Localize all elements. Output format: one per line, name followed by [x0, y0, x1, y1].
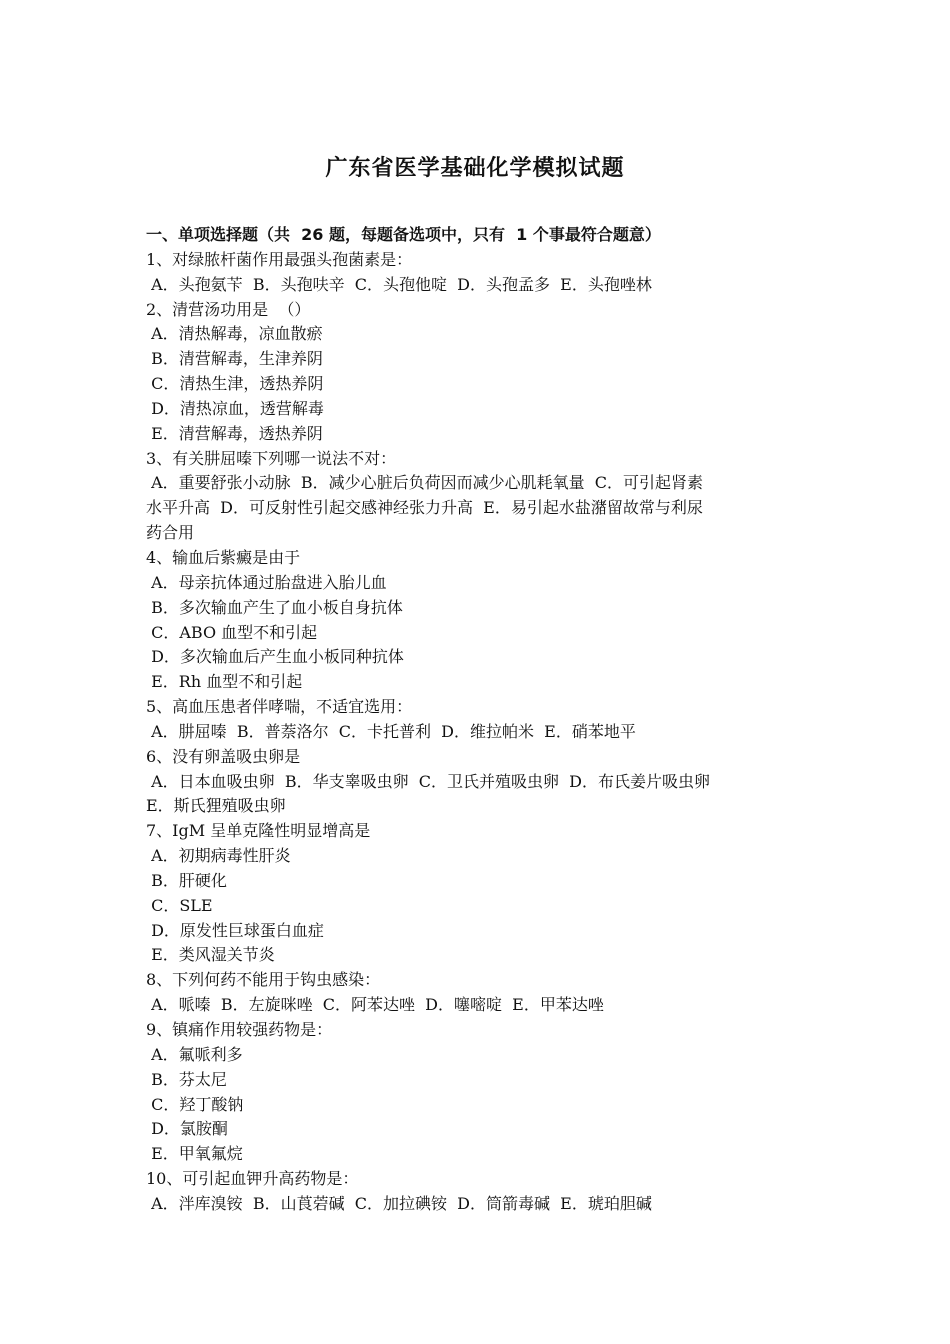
question-9-option-b: B．芬太尼	[146, 1069, 227, 1089]
question-6-options-line-2: E．斯氏狸殖吸虫卵	[146, 796, 286, 816]
question-6-options-line-1: A．日本血吸虫卵 B．华支睾吸虫卵 C．卫氏并殖吸虫卵 D．布氏姜片吸虫卵	[146, 771, 710, 791]
question-2: 2、清营汤功用是 （）	[146, 299, 311, 319]
question-3-options-line-1: A．重要舒张小动脉 B．减少心脏后负荷因而减少心肌耗氧量 C．可引起肾素	[146, 473, 703, 493]
question-7-option-b: B．肝硬化	[146, 870, 227, 890]
question-6: 6、没有卵盖吸虫卵是	[146, 746, 301, 766]
question-1: 1、对绿脓杆菌作用最强头孢菌素是：	[146, 249, 413, 269]
question-1-options: A．头孢氨苄 B．头孢呋辛 C．头孢他啶 D．头孢孟多 E．头孢唑林	[146, 274, 652, 294]
question-4-option-c: C．ABO 血型不和引起	[146, 622, 318, 642]
question-7-option-d: D．原发性巨球蛋白血症	[146, 920, 324, 940]
question-9-option-c: C．羟丁酸钠	[146, 1094, 244, 1114]
question-10: 10、可引起血钾升高药物是：	[146, 1169, 359, 1189]
question-4-option-b: B．多次输血产生了血小板自身抗体	[146, 597, 403, 617]
question-9: 9、镇痛作用较强药物是：	[146, 1020, 333, 1039]
question-3-options-line-3: 药合用	[146, 523, 195, 543]
question-7-option-c: C．SLE	[146, 895, 213, 915]
question-10-options: A．泮库溴铵 B．山莨菪碱 C．加拉碘铵 D．筒箭毒碱 E．琥珀胆碱	[146, 1193, 652, 1213]
question-2-option-e: E．清营解毒，透热养阴	[146, 423, 323, 443]
question-2-option-c: C．清热生津，透热养阴	[146, 374, 324, 394]
question-7-option-e: E．类风湿关节炎	[146, 945, 275, 965]
question-2-option-d: D．清热凉血，透营解毒	[146, 398, 324, 418]
question-9-option-e: E．甲氧氟烷	[146, 1144, 243, 1164]
question-3-options-line-2: 水平升高 D．可反射性引起交感神经张力升高 E．易引起水盐潴留故常与利尿	[146, 498, 703, 518]
question-3: 3、有关肼屈嗪下列哪一说法不对：	[146, 448, 397, 468]
question-4-option-d: D．多次输血后产生血小板同种抗体	[146, 647, 404, 667]
document-title: 广东省医学基础化学模拟试题	[325, 156, 625, 181]
section-heading: 一、单项选择题（共 26 题，每题备选项中，只有 1 个事最符合题意）	[146, 225, 661, 244]
question-9-option-d: D．氯胺酮	[146, 1119, 228, 1139]
question-4-option-e: E．Rh 血型不和引起	[146, 672, 303, 692]
question-2-option-a: A．清热解毒，凉血散瘀	[146, 324, 323, 344]
question-7-option-a: A．初期病毒性肝炎	[146, 846, 291, 866]
document-body	[146, 223, 816, 1217]
question-8-options: A．哌嗪 B．左旋咪唑 C．阿苯达唑 D．噻嘧啶 E．甲苯达唑	[146, 995, 604, 1015]
question-2-option-b: B．清营解毒，生津养阴	[146, 349, 323, 369]
question-5-options: A．肼屈嗪 B．普萘洛尔 C．卡托普利 D．维拉帕米 E．硝苯地平	[146, 721, 636, 741]
question-7: 7、IgM 呈单克隆性明显增高是	[146, 821, 371, 841]
question-5: 5、高血压患者伴哮喘，不适宜选用：	[146, 697, 413, 717]
question-9-option-a: A．氟哌利多	[146, 1044, 243, 1064]
question-4-option-a: A．母亲抗体通过胎盘进入胎儿血	[146, 572, 387, 592]
question-4: 4、输血后紫癜是由于	[146, 547, 301, 567]
question-8: 8、下列何药不能用于钩虫感染：	[146, 970, 381, 990]
